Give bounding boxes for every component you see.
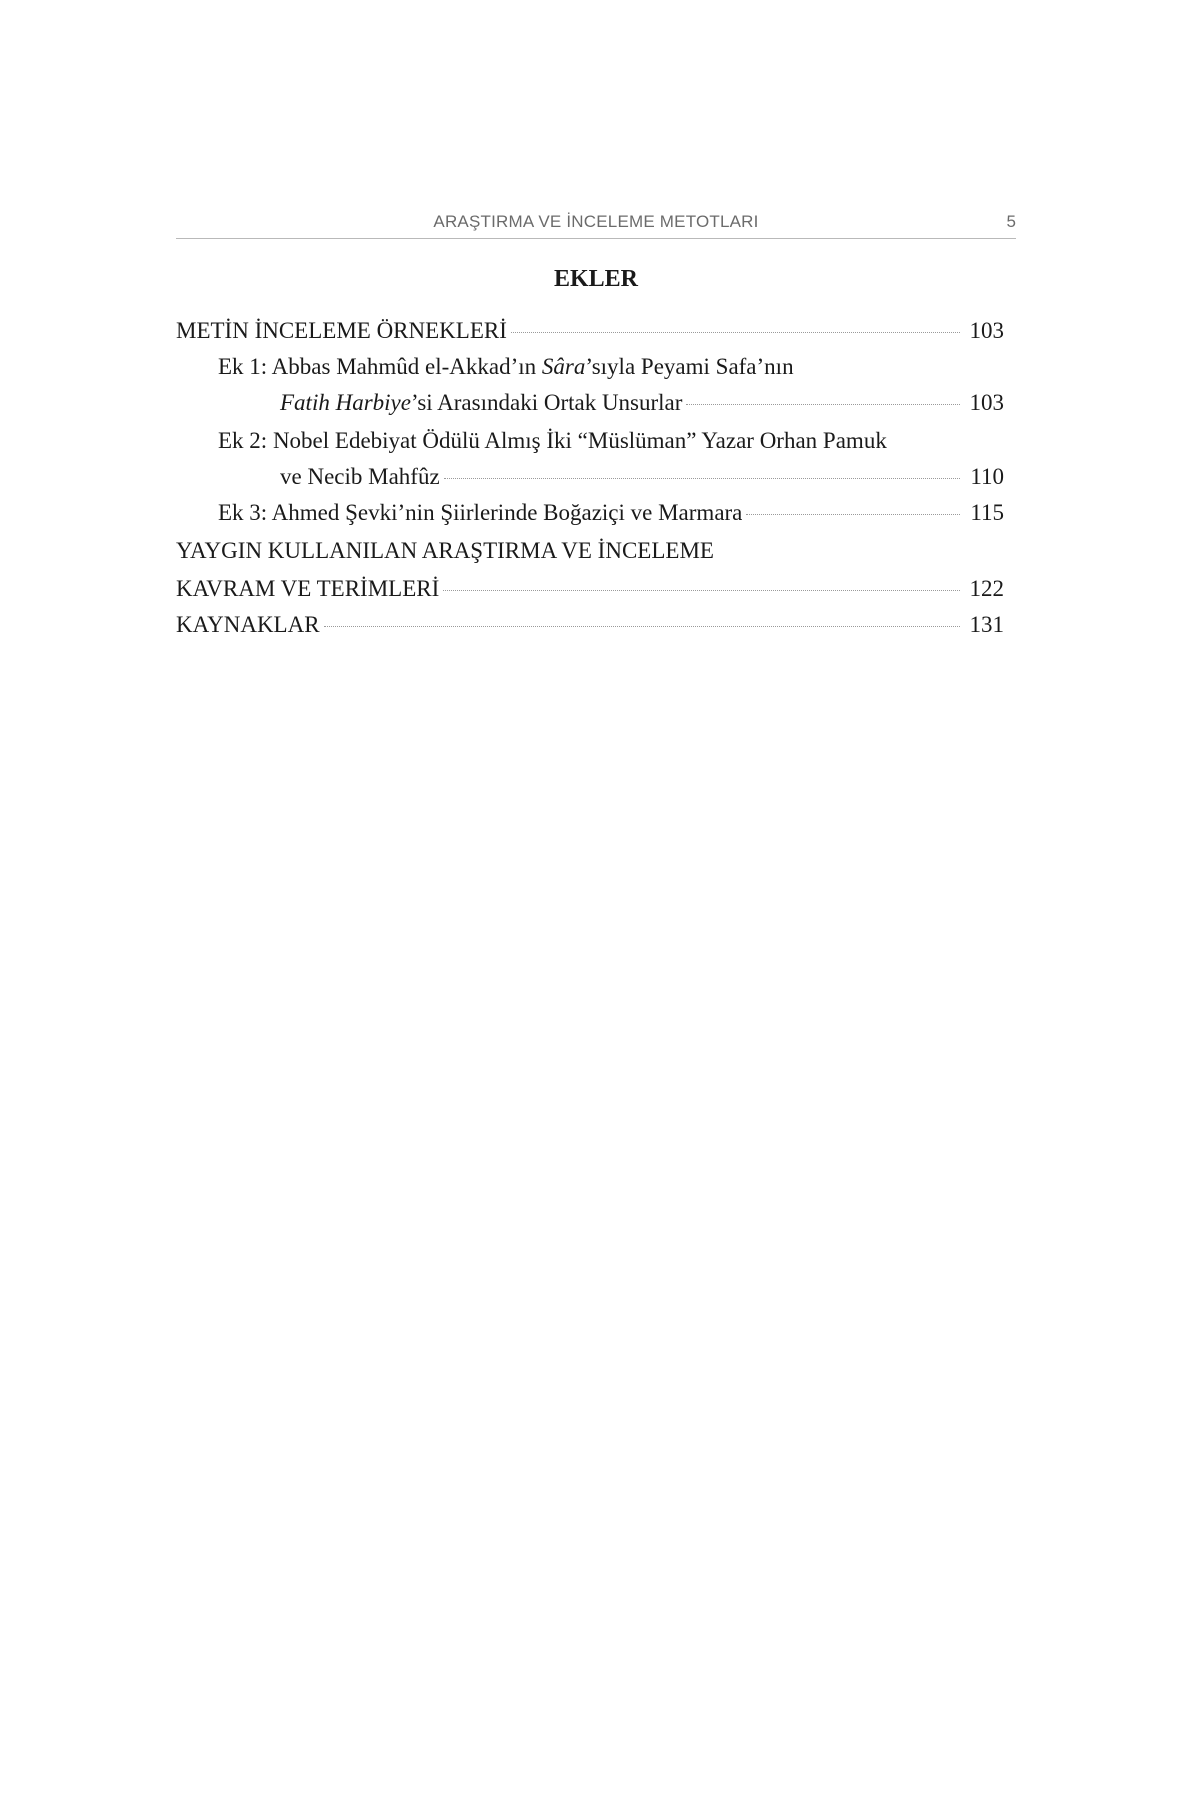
toc-entry-page: 131 [969, 612, 1004, 637]
toc-entry-label [218, 354, 794, 380]
toc-entry-page: 103 [969, 318, 1004, 343]
section-title: EKLER [553, 266, 639, 292]
dot-leader [444, 477, 960, 479]
dot-leader [686, 403, 960, 405]
page-number: 5 [1006, 212, 1016, 231]
toc-entry-page: 103 [969, 390, 1004, 415]
toc-entry-page: 122 [969, 576, 1004, 601]
toc-entry-page: 110 [970, 464, 1004, 489]
toc-entry-ek3[interactable] [218, 500, 1004, 532]
toc-entry-label: Ek 2: Nobel Edebiyat Ödülü Almış İki “Müslüman” Yazar Orhan Pamuk [218, 428, 887, 453]
toc-entry-label [280, 390, 682, 416]
toc-entry-kavram-line1[interactable] [176, 538, 1004, 570]
toc-entry-ek1-line1[interactable] [218, 354, 1004, 386]
dot-leader [443, 589, 960, 591]
running-title: ARAŞTIRMA VE İNCELEME METOTLARI [433, 212, 759, 231]
toc-entry-metin-inceleme[interactable] [176, 318, 1004, 350]
toc-entry-ek1-line2[interactable] [280, 390, 1004, 422]
toc-entry-label: YAYGIN KULLANILAN ARAŞTIRMA VE İNCELEME [176, 538, 714, 563]
ek1-italic-title: Fatih Harbiye [280, 390, 411, 415]
ek1-text-part: ’si Arasındaki Ortak Unsurlar [410, 390, 683, 415]
ek1-italic-title: Sâra [541, 354, 586, 379]
toc-entry-label: METİN İNCELEME ÖRNEKLERİ [176, 318, 507, 343]
toc-entry-ek2-line1[interactable] [218, 428, 1004, 460]
running-header [176, 208, 1016, 239]
toc-entry-kaynaklar[interactable] [176, 612, 1004, 644]
dot-leader [746, 513, 960, 515]
toc-entry-page: 115 [970, 500, 1004, 525]
toc-entry-label: Ek 3: Ahmed Şevki’nin Şiirlerinde Boğaziçi ve Marmara [218, 500, 743, 525]
toc-entry-label: ve Necib Mahfûz [280, 464, 440, 489]
toc-entry-ek2-line2[interactable] [280, 464, 1004, 496]
dot-leader [511, 331, 960, 333]
ek1-text-part: ’sıyla Peyami Safa’nın [585, 354, 794, 379]
dot-leader [324, 625, 960, 627]
ek1-text-part: Ek 1: Abbas Mahmûd el-Akkad’ın [218, 354, 542, 379]
toc-entry-label: KAYNAKLAR [176, 612, 320, 637]
toc-entry-kavram-line2[interactable] [176, 576, 1004, 608]
toc-entry-label: KAVRAM VE TERİMLERİ [176, 576, 440, 601]
